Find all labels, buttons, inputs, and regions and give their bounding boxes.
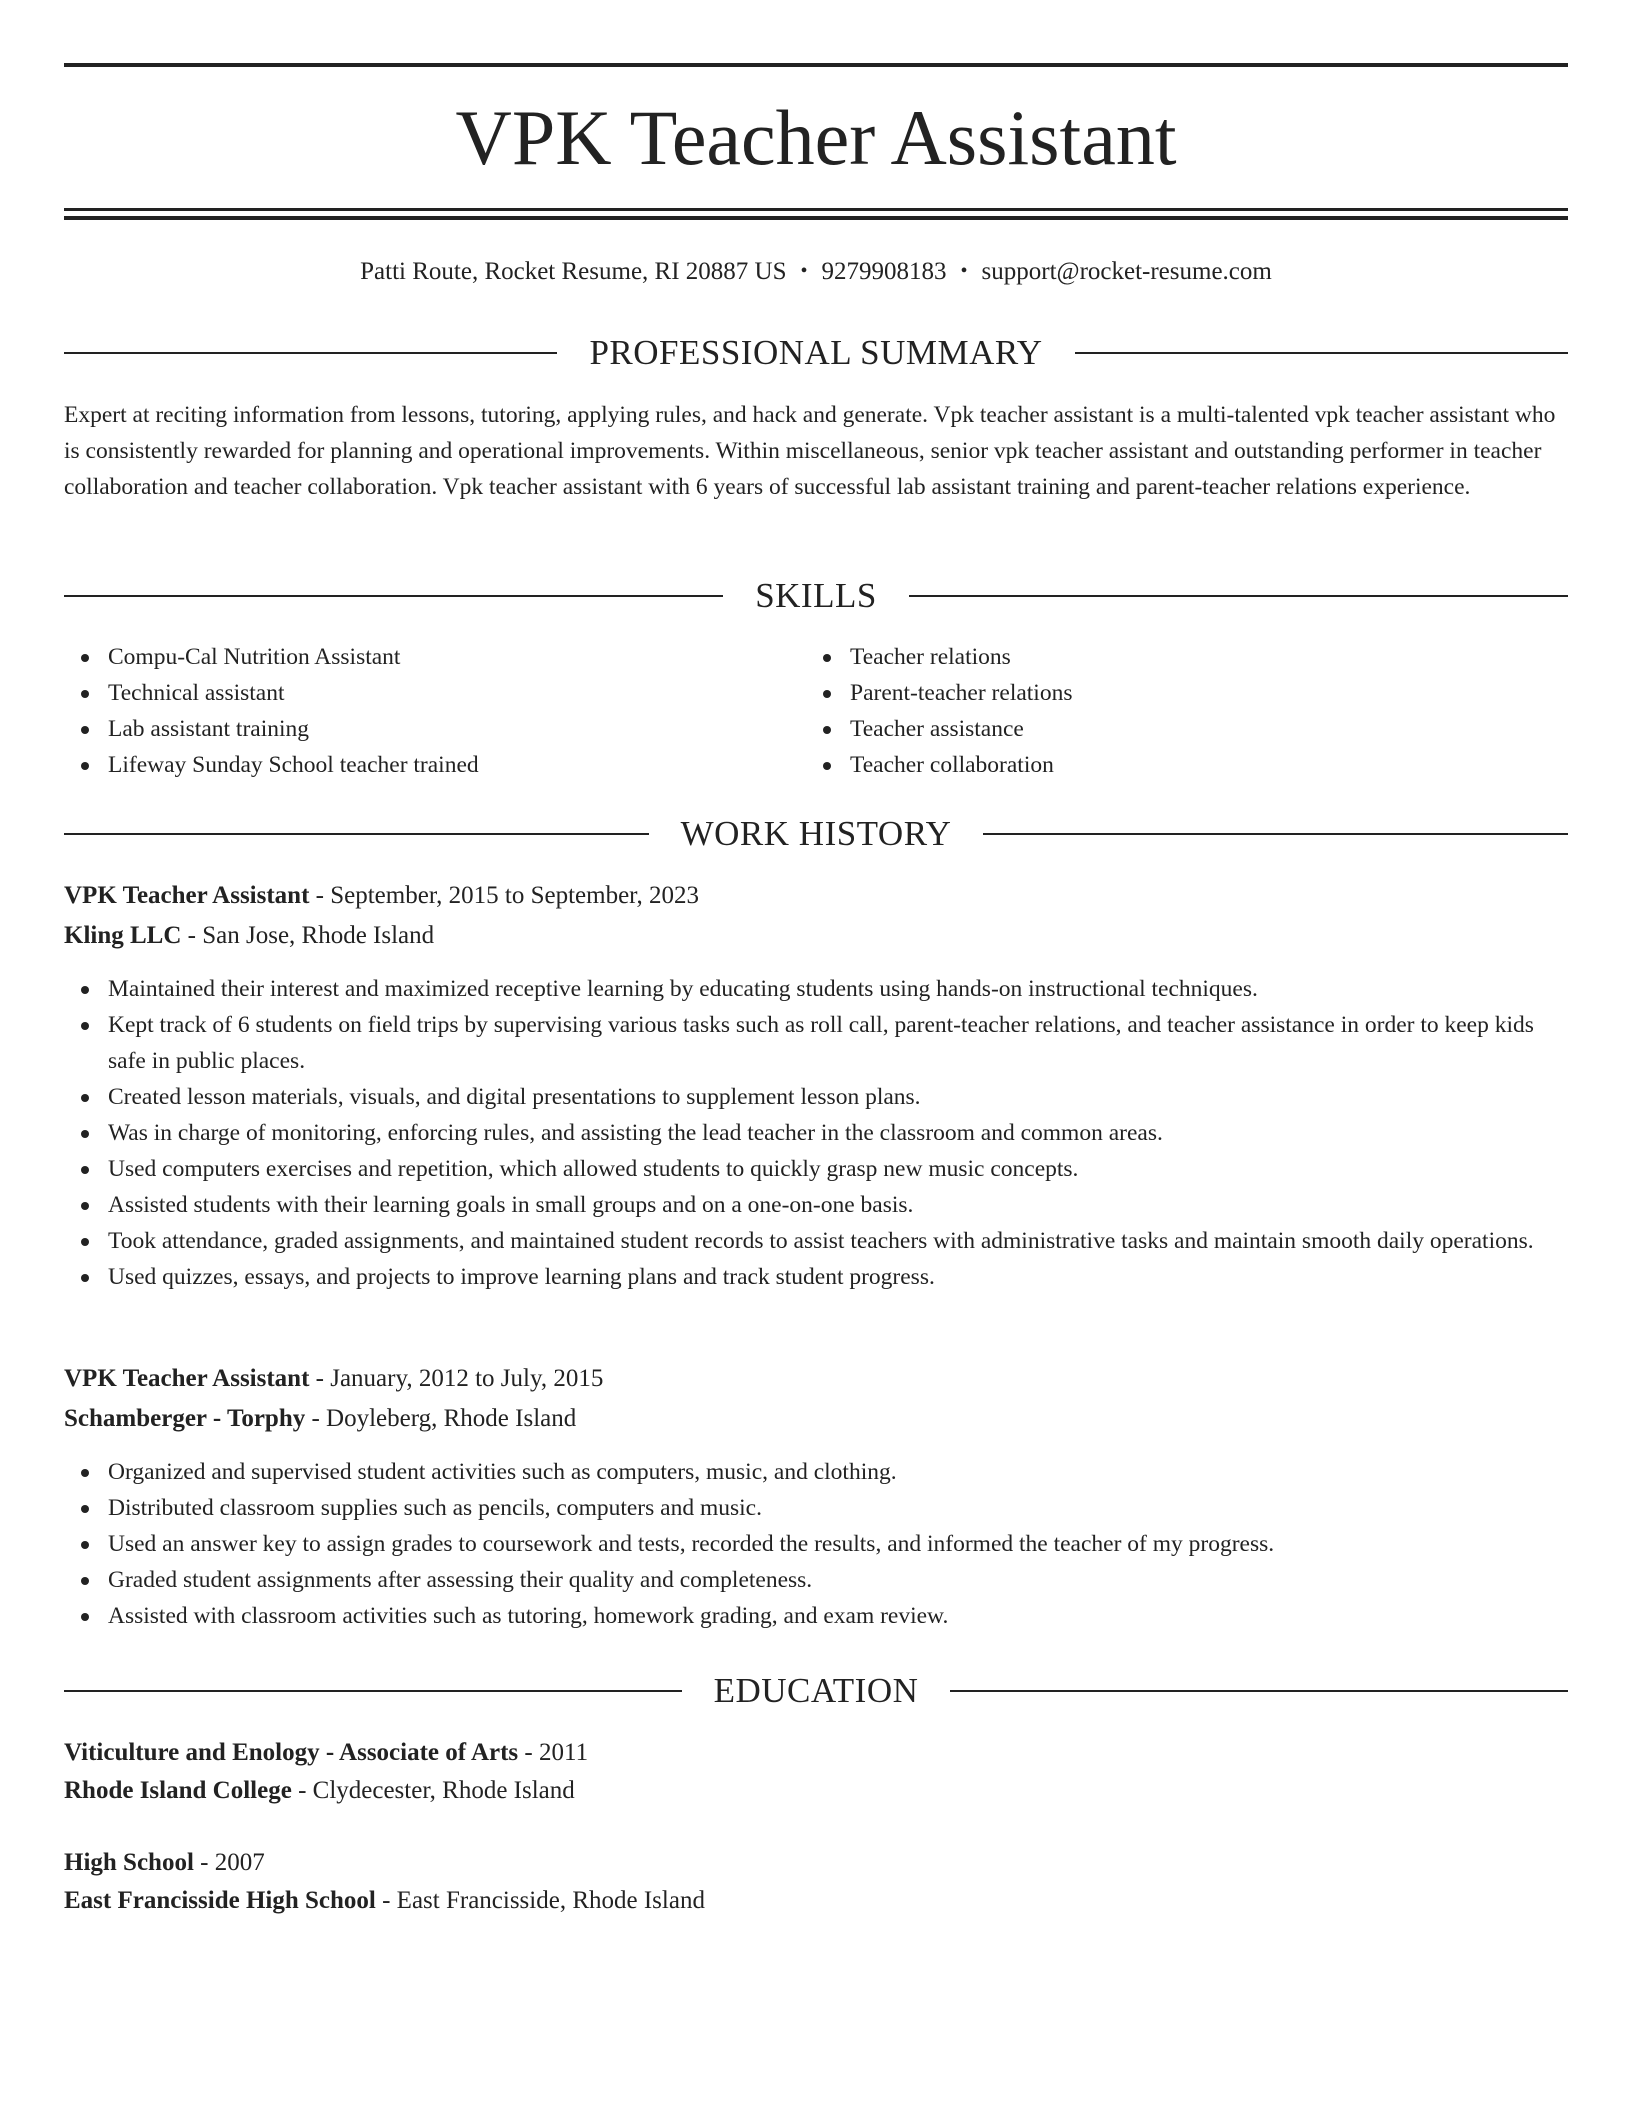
summary-text: Expert at reciting information from lessons, tutoring, applying rules, and hack and generate. Vpk teacher assistant is a multi-talented vpk teacher assistant who is consistently rewarded for planning and operational improvements. Within miscellaneous, senior vpk teacher assistant and outstanding performer in teacher collaboration and teacher collaboration. Vpk teacher assistant with 6 years of successful lab assistant training and parent-teacher relations experience.: [64, 402, 1556, 500]
contact-separator: •: [960, 260, 968, 282]
job-duty: Used quizzes, essays, and projects to improve learning plans and track student progress.: [64, 1259, 1568, 1295]
job-duty: Organized and supervised student activities such as computers, music, and clothing.: [64, 1454, 1568, 1490]
job-location: - Doyleberg, Rhode Island: [305, 1405, 577, 1432]
education-school: Rhode Island College: [64, 1777, 292, 1804]
heading-rule-left: [64, 352, 557, 354]
job-duty: Maintained their interest and maximized receptive learning by educating students using hands-on instructional techniques.: [64, 971, 1568, 1007]
skills-heading: [64, 573, 1568, 619]
job-duties-list: [64, 1454, 1568, 1634]
skill-item: Lab assistant training: [64, 711, 804, 747]
candidate-name: VPK Teacher Assistant: [455, 94, 1177, 181]
job-dates: - January, 2012 to July, 2015: [309, 1365, 604, 1392]
job-duty: Used an answer key to assign grades to coursework and tests, recorded the results, and informed the teacher of my progress.: [64, 1526, 1568, 1562]
summary-heading-title: PROFESSIONAL SUMMARY: [589, 333, 1043, 372]
education-year: - 2007: [193, 1849, 265, 1876]
skill-item: Teacher assistance: [806, 711, 1546, 747]
education-location: - East Francisside, Rhode Island: [375, 1887, 705, 1914]
education-school-line: [64, 1883, 1568, 1919]
header-rule-upper: [64, 208, 1568, 211]
skills-list-left: [64, 639, 804, 783]
job-company: Schamberger - Torphy: [64, 1405, 306, 1432]
skills-heading-title: SKILLS: [755, 576, 877, 615]
education-degree-line: [64, 1845, 1568, 1881]
contact-address: Patti Route, Rocket Resume, RI 20887 US: [360, 258, 787, 285]
heading-rule-right: [1075, 352, 1568, 354]
job-duty: Assisted students with their learning goals in small groups and on a one-on-one basis.: [64, 1187, 1568, 1223]
contact-email[interactable]: support@rocket-resume.com: [981, 258, 1272, 285]
job-title: VPK Teacher Assistant: [64, 882, 310, 909]
job-duty: Created lesson materials, visuals, and digital presentations to supplement lesson plans.: [64, 1079, 1568, 1115]
job-duty: Was in charge of monitoring, enforcing rules, and assisting the lead teacher in the classroom and common areas.: [64, 1115, 1568, 1151]
skill-item: Compu-Cal Nutrition Assistant: [64, 639, 804, 675]
contact-phone: 9279908183: [821, 258, 947, 285]
top-rule: [64, 63, 1568, 67]
header-rule-lower: [64, 216, 1568, 220]
job-company-line: [64, 1401, 1568, 1437]
work-heading: [64, 811, 1568, 857]
heading-rule-right: [983, 833, 1568, 835]
job-title-line: [64, 1361, 1568, 1397]
skill-item: Lifeway Sunday School teacher trained: [64, 747, 804, 783]
job-duty: Distributed classroom supplies such as pencils, computers and music.: [64, 1490, 1568, 1526]
contact-line: [64, 254, 1568, 289]
job-duty: Took attendance, graded assignments, and maintained student records to assist teachers with administrative tasks and maintain smooth daily operations.: [64, 1223, 1568, 1259]
work-heading-title: WORK HISTORY: [680, 814, 952, 853]
education-school: East Francisside High School: [64, 1887, 376, 1914]
job-title-line: [64, 878, 1568, 914]
heading-rule-left: [64, 1690, 682, 1692]
job-duty: Graded student assignments after assessing their quality and completeness.: [64, 1562, 1568, 1598]
job-duties-list: [64, 971, 1568, 1295]
job-company-line: [64, 918, 1568, 954]
skills-list-right: [806, 639, 1546, 783]
education-location: - Clydecester, Rhode Island: [291, 1777, 575, 1804]
contact-separator: •: [800, 260, 808, 282]
education-heading: [64, 1668, 1568, 1714]
education-school-line: [64, 1773, 1568, 1809]
skill-item: Teacher relations: [806, 639, 1546, 675]
heading-rule-right: [909, 595, 1568, 597]
job-company: Kling LLC: [64, 922, 182, 949]
job-duty: Assisted with classroom activities such as tutoring, homework grading, and exam review.: [64, 1598, 1568, 1634]
skill-item: Teacher collaboration: [806, 747, 1546, 783]
summary-heading: [64, 330, 1568, 376]
job-dates: - September, 2015 to September, 2023: [309, 882, 699, 909]
education-degree: High School: [64, 1849, 194, 1876]
heading-rule-left: [64, 833, 649, 835]
heading-rule-left: [64, 595, 723, 597]
job-duty: Used computers exercises and repetition, which allowed students to quickly grasp new music concepts.: [64, 1151, 1568, 1187]
skill-item: Parent-teacher relations: [806, 675, 1546, 711]
job-duty: Kept track of 6 students on field trips by supervising various tasks such as roll call, parent-teacher relations, and teacher assistance in order to keep kids safe in public places.: [64, 1007, 1568, 1079]
skill-item: Technical assistant: [64, 675, 804, 711]
job-title: VPK Teacher Assistant: [64, 1365, 310, 1392]
education-heading-title: EDUCATION: [713, 1671, 919, 1710]
job-location: - San Jose, Rhode Island: [181, 922, 435, 949]
heading-rule-right: [950, 1690, 1568, 1692]
education-degree-line: [64, 1735, 1568, 1771]
education-year: - 2011: [518, 1739, 589, 1766]
education-degree: Viticulture and Enology - Associate of Arts: [64, 1739, 519, 1766]
